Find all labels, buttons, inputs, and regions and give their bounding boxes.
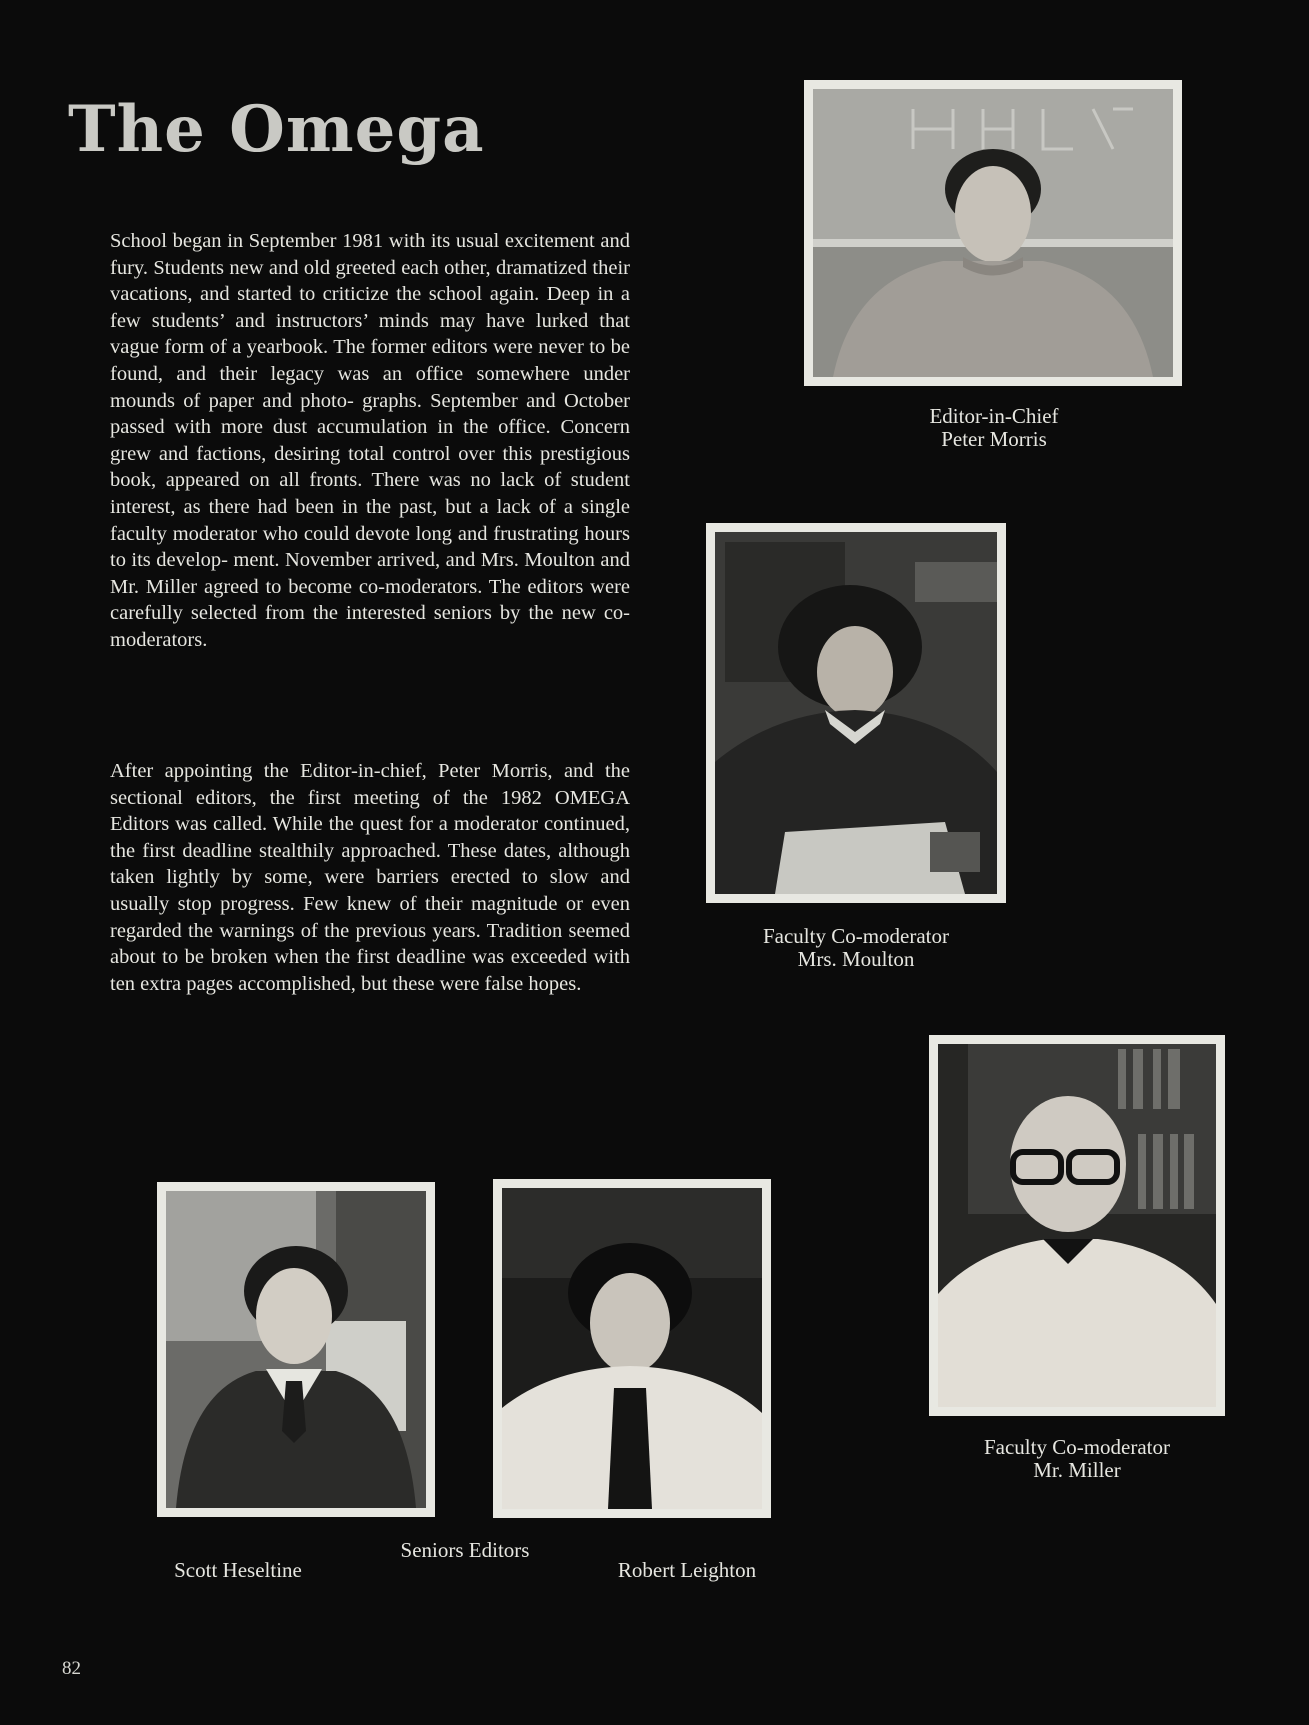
photo-mrs-moulton-image — [715, 532, 997, 894]
caption-miller-role: Faculty Co-moderator — [983, 1435, 1171, 1459]
page-title: The Omega — [68, 92, 485, 167]
caption-miller — [947, 1436, 1207, 1482]
photo-scott-heseltine — [157, 1182, 435, 1517]
photo-editor-in-chief — [804, 80, 1182, 386]
page-number: 82 — [62, 1658, 81, 1679]
photo-mr-miller — [929, 1035, 1225, 1416]
caption-miller-name: Mr. Miller — [1033, 1458, 1121, 1482]
caption-moulton-name: Mrs. Moulton — [797, 947, 915, 971]
photo-scott-heseltine-image — [166, 1191, 426, 1508]
photo-mr-miller-image — [938, 1044, 1216, 1407]
caption-editor-in-chief-name: Peter Morris — [941, 427, 1047, 451]
caption-moulton-role: Faculty Co-moderator — [762, 924, 950, 948]
photo-robert-leighton-image — [502, 1188, 762, 1509]
caption-moulton — [726, 925, 986, 971]
photo-mrs-moulton — [706, 523, 1006, 903]
caption-editor-in-chief-role: Editor-in-Chief — [929, 404, 1059, 428]
article-paragraph-1: School began in September 1981 with its usual excitement and fury. Students new and old greeted each other, dramatized their vacations, and started to criticize the school again. Deep in a few students’ and instructors’ minds may have lurked that vague form of a yearbook. The former editors were never to be found, and their legacy was an office somewhere under mounds of paper and photo- graphs. September and October passed with more dust accumulation in the office. Concern grew and factions, desiring total control over this prestigious book, appeared on all fronts. There was no lack of student interest, as there had been in the past, but a lack of a single faculty moderator who could devote long and frustrating hours to its develop- ment. November arrived, and Mrs. Moulton and Mr. Miller agreed to become co-moderators. The editors were carefully selected from the interested seniors by the new co-moderators. — [110, 230, 630, 651]
caption-heseltine: Scott Heseltine — [174, 1558, 302, 1582]
article-paragraph-2: After appointing the Editor-in-chief, Peter Morris, and the sectional editors, the first meeting of the 1982 OMEGA Editors was called. While the quest for a moderator continued, the first deadline stealthily approached. These dates, although taken lightly by some, were barriers erected to slow and usually stop progress. Few knew of their magnitude or even regarded the warnings of the previous years. Tradition seemed about to be broken when the first deadline was exceeded with ten extra pages accomplished, but these were false hopes. — [110, 760, 630, 995]
caption-seniors-editors: Seniors Editors — [400, 1538, 530, 1562]
photo-editor-in-chief-image — [813, 89, 1173, 377]
caption-leighton: Robert Leighton — [617, 1558, 757, 1582]
caption-editor-in-chief — [864, 405, 1124, 451]
photo-robert-leighton — [493, 1179, 771, 1518]
